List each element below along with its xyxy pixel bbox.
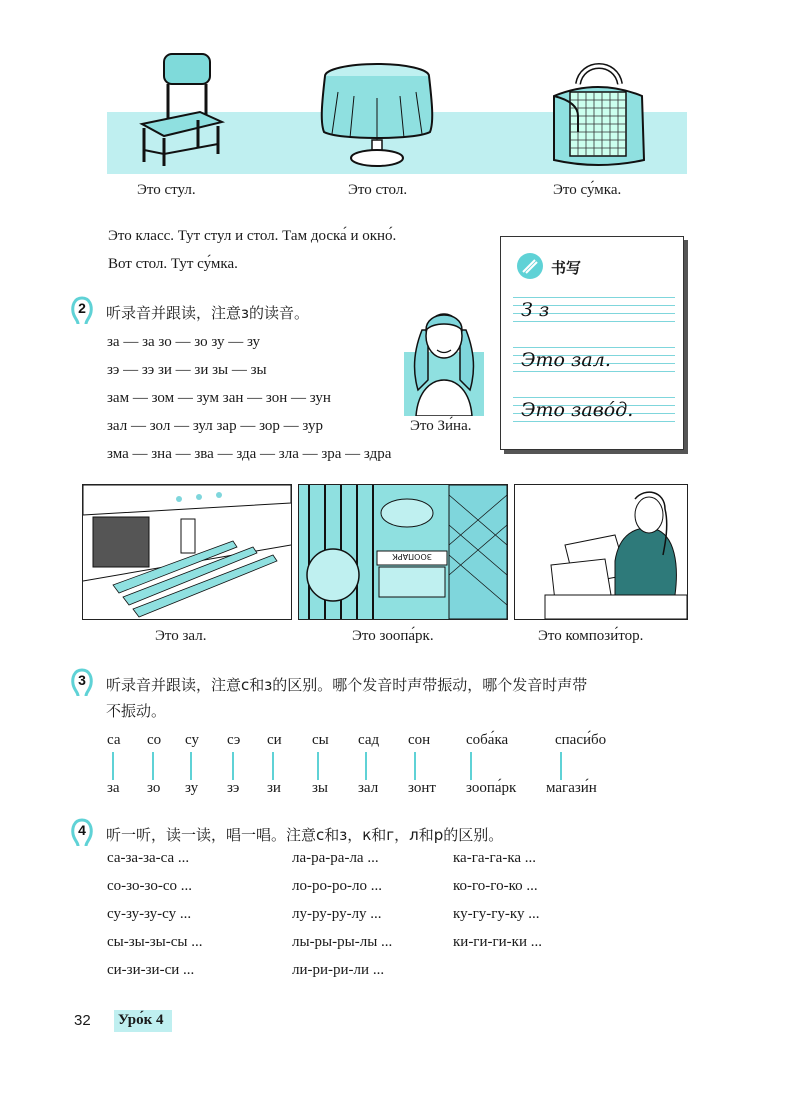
hall-picture (82, 484, 292, 620)
zoo-sign-text: ЗООПАРК (392, 552, 432, 561)
page-number: 32 (74, 1012, 91, 1029)
pair-top: спаси́бо (555, 732, 607, 748)
pen-icon (515, 251, 545, 281)
pair-top: соба́ка (466, 732, 509, 748)
table-illustration (318, 62, 436, 170)
pair-bottom: зы (312, 780, 329, 796)
exercise-3-badge (70, 668, 94, 698)
pair-bottom: зу (185, 780, 199, 796)
exercise-3-number: 3 (78, 672, 86, 688)
pair-connector (190, 752, 192, 780)
caption-zoo: Это зоопа́рк. (352, 628, 434, 644)
pair-bottom: зал (358, 780, 379, 796)
pair-top: сон (408, 732, 431, 748)
girl-zina-illustration (404, 300, 484, 416)
pair-connector (365, 752, 367, 780)
composer-picture (514, 484, 688, 620)
ex2-line: зал — зол — зул зар — зор — зур (107, 418, 324, 434)
chant-line: ка-га-га-ка ... (453, 850, 537, 866)
chant-line: лу-ру-ру-лу ... (292, 906, 382, 922)
reading-line-1: Это класс. Тут стул и стол. Там доска́ и окно́. (108, 228, 397, 244)
chant-line: ки-ги-ги-ки ... (453, 934, 542, 950)
chant-line: лы-ры-ры-лы ... (292, 934, 393, 950)
exercise-4-badge (70, 818, 94, 848)
reading-line-2: Вот стол. Тут су́мка. (108, 256, 238, 272)
zoo-illustration (299, 485, 507, 619)
chair-illustration (128, 50, 228, 168)
caption-hall: Это зал. (155, 628, 207, 644)
chant-line: со-зо-зо-со ... (107, 878, 192, 894)
chant-line: ко-го-го-ко ... (453, 878, 538, 894)
chant-line: са-за-за-са ... (107, 850, 190, 866)
handwriting-line-2: Это заво́д. (521, 399, 634, 421)
chant-line: сы-зы-зы-сы ... (107, 934, 203, 950)
pair-bottom: зо (147, 780, 161, 796)
pair-top: са (107, 732, 121, 748)
pair-top: си (267, 732, 282, 748)
chant-line: ку-гу-гу-ку ... (453, 906, 540, 922)
chant-line: су-зу-зу-су ... (107, 906, 192, 922)
caption-bag: Это су́мка. (553, 182, 622, 198)
ex2-line: зам — зом — зум зан — зон — зун (107, 390, 331, 406)
exercise-4-instruction: 听一听，读一读，唱一唱。注意с和з，к和г，л和р的区别。 (106, 826, 504, 844)
ex2-line: за — за зо — зо зу — зу (107, 334, 261, 350)
pair-bottom: зэ (227, 780, 240, 796)
pair-top: сад (358, 732, 380, 748)
exercise-3-instruction-line-2: 不振动。 (106, 702, 167, 720)
exercise-2-badge (70, 296, 94, 326)
caption-zina: Это Зи́на. (410, 418, 472, 434)
caption-composer: Это компози́тор. (538, 628, 644, 644)
ex2-line: зэ — зэ зи — зи зы — зы (107, 362, 267, 378)
chant-line: ло-ро-ро-ло ... (292, 878, 382, 894)
pair-top: со (147, 732, 162, 748)
writing-box (500, 236, 684, 450)
composer-illustration (515, 485, 687, 619)
pair-connector (232, 752, 234, 780)
pair-bottom: зи (267, 780, 281, 796)
pair-connector (470, 752, 472, 780)
pair-connector (317, 752, 319, 780)
pair-top: сэ (227, 732, 241, 748)
pair-connector (414, 752, 416, 780)
handwriting-line-1: Это зал. (521, 349, 611, 371)
pair-connector (560, 752, 562, 780)
ex2-line: зма — зна — зва — зда — зла — зра — здра (107, 446, 392, 462)
handwriting-letter: З з (521, 299, 550, 321)
exercise-2-number: 2 (78, 300, 86, 316)
caption-chair: Это стул. (137, 182, 196, 198)
caption-table: Это стол. (348, 182, 408, 198)
pair-bottom: магази́н (546, 780, 597, 796)
pair-connector (272, 752, 274, 780)
exercise-4-number: 4 (78, 822, 86, 838)
bag-illustration (548, 56, 648, 172)
lesson-label: Уро́к 4 (118, 1012, 164, 1028)
writing-box-title: 书写 (551, 259, 582, 277)
zoo-picture (298, 484, 508, 620)
exercise-3-instruction-line-1: 听录音并跟读，注意с和з的区别。哪个发音时声带振动，哪个发音时声带 (106, 676, 588, 694)
chant-line: ла-ра-ра-ла ... (292, 850, 379, 866)
chant-line: си-зи-зи-си ... (107, 962, 195, 978)
pair-connector (152, 752, 154, 780)
hall-illustration (83, 485, 291, 619)
pair-top: сы (312, 732, 329, 748)
pair-connector (112, 752, 114, 780)
pair-bottom: зоопа́рк (466, 780, 517, 796)
pair-top: су (185, 732, 199, 748)
exercise-2-instruction: 听录音并跟读，注意з的读音。 (106, 304, 309, 322)
pair-bottom: за (107, 780, 120, 796)
pair-bottom: зонт (408, 780, 436, 796)
chant-line: ли-ри-ри-ли ... (292, 962, 385, 978)
